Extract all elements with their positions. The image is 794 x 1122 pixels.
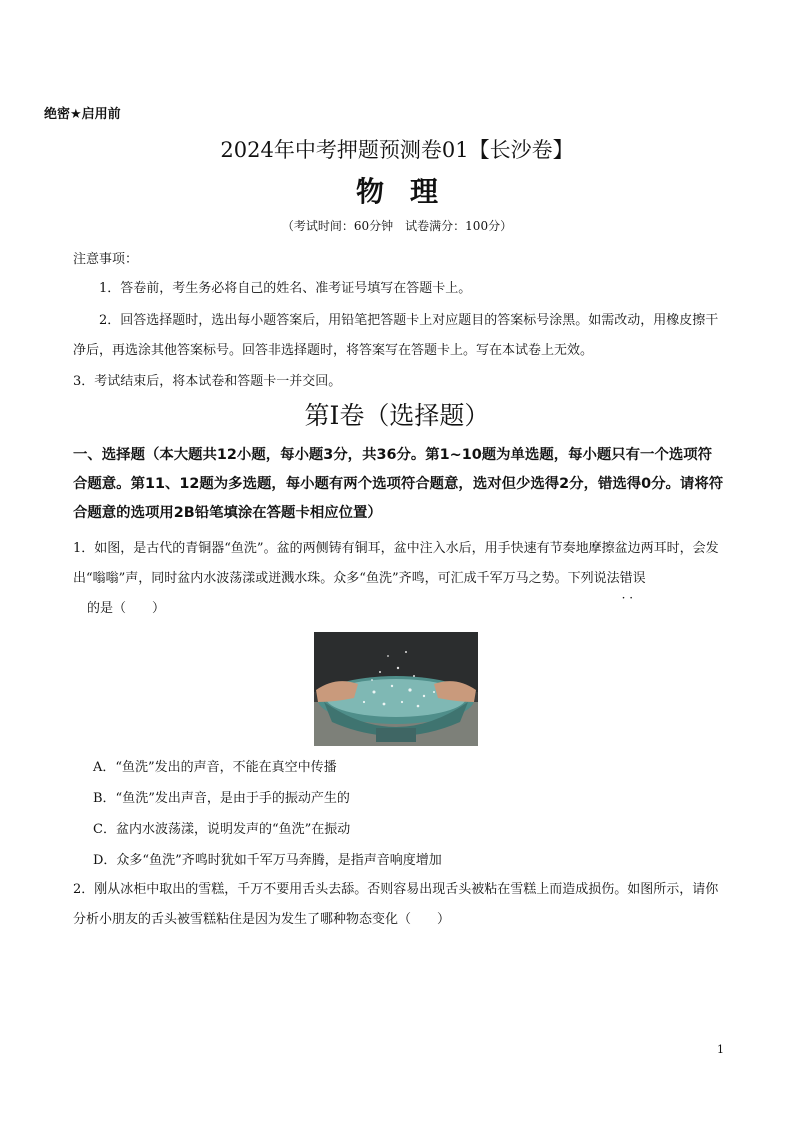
- notice-item-2: 2．回答选择题时，选出每小题答案后，用铅笔把答题卡上对应题目的答案标号涂黑。如需改动，用橡皮擦干净后，再选涂其他答案标号。回答非选择题时，将答案写在答题卡上。写在本试卷上无效。: [73, 313, 719, 358]
- notice-heading: 注意事项：: [73, 252, 139, 267]
- option-d: D．众多“鱼洗”齐鸣时犹如千军万马奔腾，是指声音响度增加: [93, 853, 442, 868]
- option-b: B．“鱼洗”发出声音，是由于手的振动产生的: [93, 791, 350, 806]
- exam-title: 2024年中考押题预测卷01【长沙卷】: [220, 138, 574, 162]
- question-2-stem: 2．刚从冰柜中取出的雪糕，千万不要用舌头去舔。否则容易出现舌头被粘在雪糕上而造成损伤。如图所示，请你分析小朋友的舌头被雪糕粘住是因为发生了哪种物态变化（ ）: [73, 882, 719, 927]
- question-1-emphasis: 错误 · ·: [620, 571, 646, 586]
- bronze-basin-photo: [314, 632, 478, 746]
- question-1-stem: [73, 534, 725, 624]
- confidential-label: 绝密★启用前: [44, 107, 121, 122]
- option-c: C．盆内水波荡漾，说明发声的“鱼洗”在振动: [93, 822, 351, 837]
- section-title: 第Ⅰ卷（选择题）: [304, 401, 490, 430]
- notice-item-3: 3．考试结束后，将本试卷和答题卡一并交回。: [73, 374, 342, 389]
- subject-title: 物理: [355, 175, 464, 208]
- question-1-tail: 的是（ ）: [87, 601, 166, 616]
- exam-info: （考试时间：60分钟 试卷满分：100分）: [281, 219, 513, 233]
- notice-item-1: 1．答卷前，考生务必将自己的姓名、准考证号填写在答题卡上。: [99, 281, 472, 296]
- option-a: A．“鱼洗”发出的声音，不能在真空中传播: [93, 760, 337, 775]
- question-1-text: 1．如图，是古代的青铜器“鱼洗”。盆的两侧铸有铜耳，盆中注入水后，用手快速有节奏地摩擦盆边两耳时，会发出“嗡嗡”声，同时盆内水波荡漾或迸溅水珠。众多“鱼洗”齐鸣，可汇成千军万马之势。下列说法: [73, 541, 719, 586]
- page-number: 1: [717, 1043, 724, 1056]
- part-heading: 一、选择题（本大题共12小题，每小题3分，共36分。第1~10题为单选题，每小题只有一个选项符合题意。第11、12题为多选题，每小题有两个选项符合题意，选对但少选得2分，错选得0分。请将符合题意的选项用2B铅笔填涂在答题卡相应位置）: [73, 447, 724, 521]
